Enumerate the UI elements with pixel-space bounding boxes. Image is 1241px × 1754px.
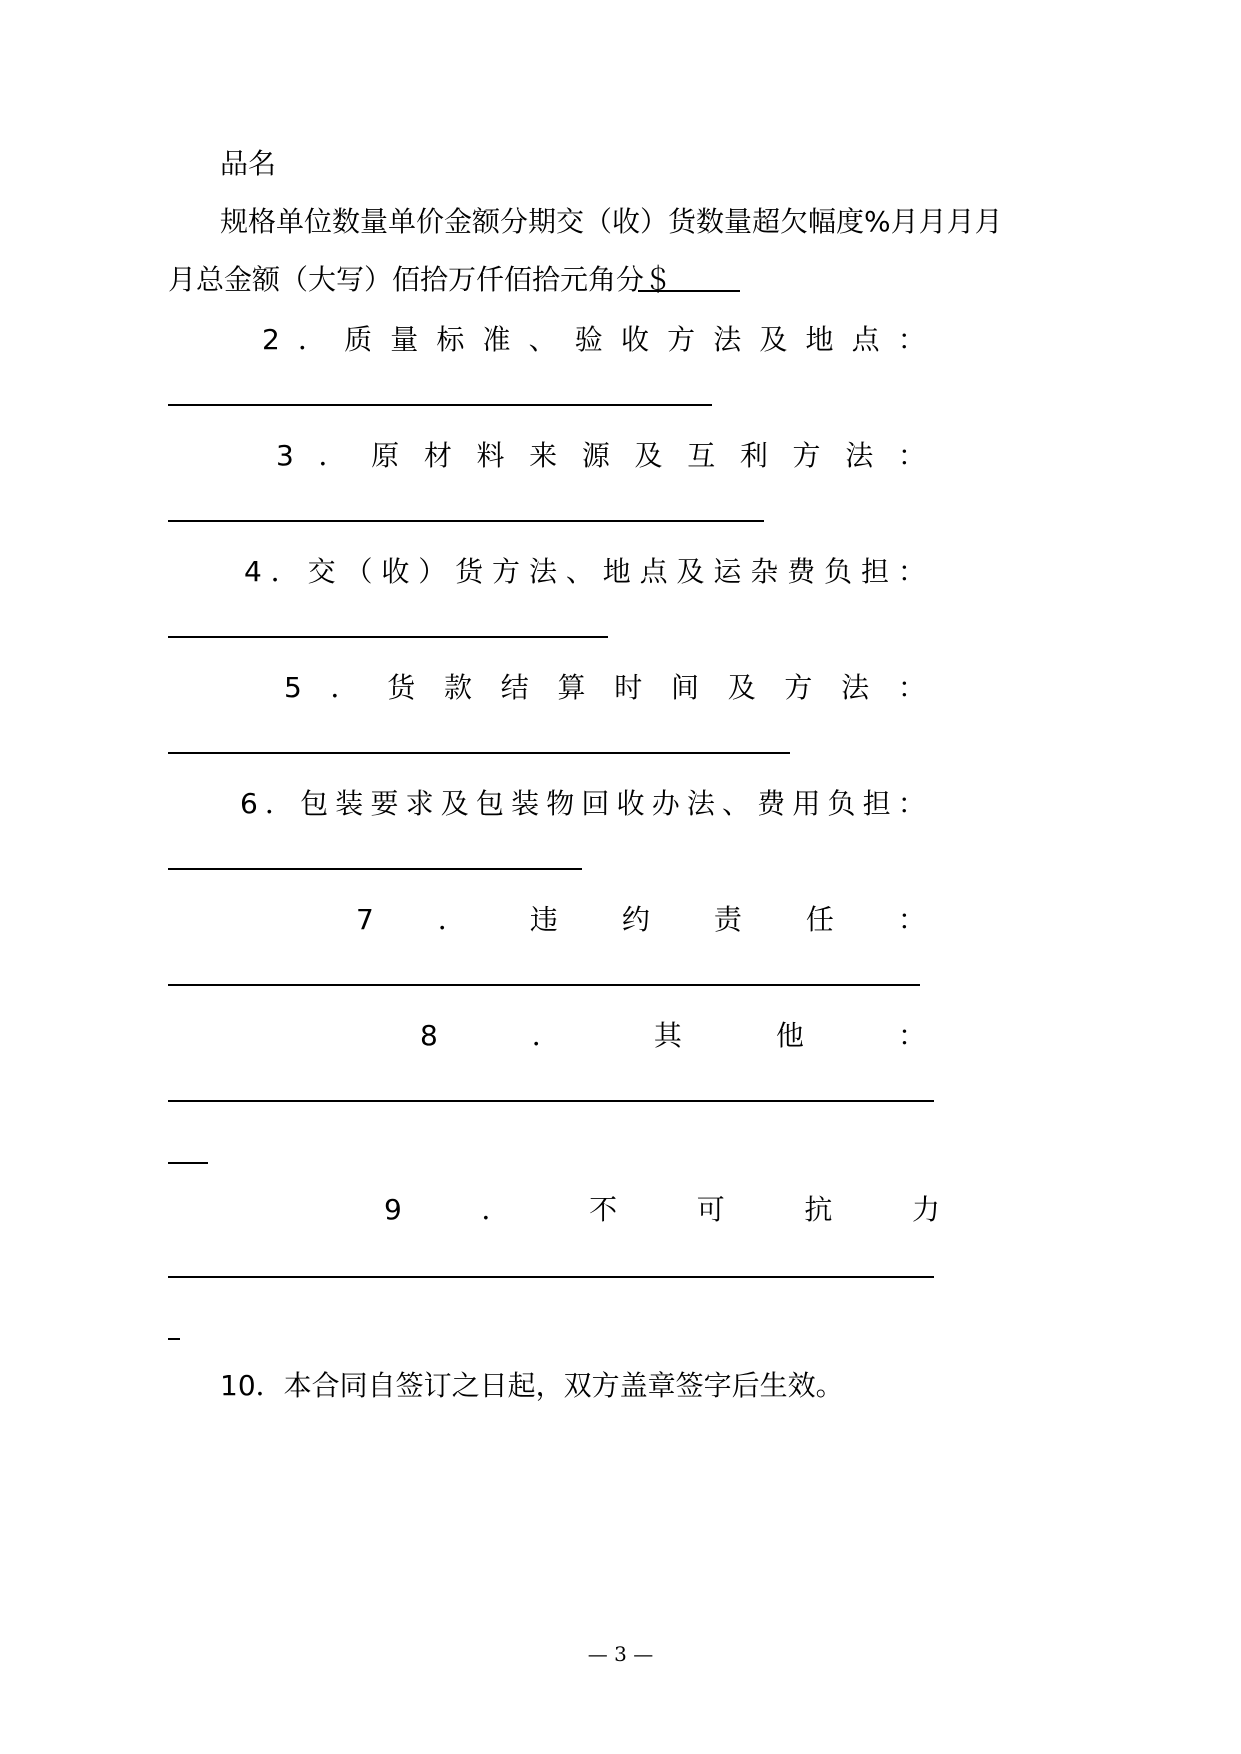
clause-5 [284,671,926,704]
clause-char: 量 [390,323,419,356]
clause-num: 6 [240,787,258,820]
clause-char: 负 [824,555,853,588]
clause-num: 8 [420,1019,438,1052]
clause-char: 及 [634,439,663,472]
clause-char: 要 [370,787,399,820]
clause-char: 责 [713,903,742,936]
spec-line-b-text: 月总金额（大写）佰拾万仟佰拾元角分＄ [168,263,673,296]
clause-colon: ： [897,903,926,936]
clause-char: 抗 [804,1193,833,1226]
clause-num: 9 [384,1193,402,1226]
clause-char: 装 [511,787,540,820]
clause-char: ） [418,555,447,588]
clause-char: 违 [529,903,558,936]
clause-char: 法 [686,787,715,820]
clause-num: 4 [244,555,262,588]
clause-2 [262,323,926,356]
clause-3 [276,439,926,472]
clause-char: 验 [574,323,603,356]
clause-char: 担 [860,555,889,588]
clause-char: 利 [739,439,768,472]
spec-line-b [168,263,673,296]
clause-char: 法 [845,439,874,472]
clause-6-blank [168,868,582,870]
clause-char: 款 [444,671,473,704]
clause-colon: ： [897,787,926,820]
clause-char: 他 [775,1019,804,1052]
clause-char: 用 [792,787,821,820]
clause-colon: ： [897,323,926,356]
clause-char: 收 [616,787,645,820]
clause-char: 材 [423,439,452,472]
clause-char: 及 [727,671,756,704]
clause-char: 准 [482,323,511,356]
clause-char: 包 [475,787,504,820]
clause-char: 质 [344,323,373,356]
clause-char: 、 [722,787,751,820]
clause-char: 结 [500,671,529,704]
clause-char: 及 [676,555,705,588]
clause-char: 力 [911,1193,940,1226]
spec-line-a: 规格单位数量单价金额分期交（收）货数量超欠幅度%月月月月 [220,205,1003,238]
clause-char: 回 [581,787,610,820]
clause-dot: ． [437,903,466,936]
clause-6 [240,787,926,820]
clause-char: 收 [381,555,410,588]
clause-char: 方 [667,323,696,356]
clause-7 [356,903,926,936]
clause-dot: ． [270,555,299,588]
clause-7-blank [168,984,920,986]
clause-num: 3 [276,439,294,472]
clause-char: 料 [476,439,505,472]
clause-char: 、 [528,323,557,356]
clause-char: 点 [851,323,880,356]
clause-dot: ． [481,1193,510,1226]
clause-char: 地 [602,555,631,588]
clause-char: 装 [335,787,364,820]
clause-char: 算 [557,671,586,704]
clause-colon: ： [897,439,926,472]
clause-char: 方 [492,555,521,588]
clause-num: 2 [262,323,280,356]
clause-char: 时 [614,671,643,704]
clause-8 [420,1019,926,1052]
clause-char: 来 [529,439,558,472]
clause-char: 点 [639,555,668,588]
clause-char: 任 [805,903,834,936]
clause-char: 交 [307,555,336,588]
clause-char: 原 [371,439,400,472]
clause-8-blank-a [168,1100,934,1102]
clause-char: 源 [581,439,610,472]
clause-char: 可 [696,1193,725,1226]
clause-num: 7 [356,903,374,936]
clause-3-blank [168,520,764,522]
clause-char: 间 [670,671,699,704]
clause-char: 方 [792,439,821,472]
clause-char: 地 [805,323,834,356]
clause-char: 互 [687,439,716,472]
clause-colon: ： [897,555,926,588]
clause-char: 法 [713,323,742,356]
clause-char: 法 [841,671,870,704]
clause-char: 杂 [750,555,779,588]
page-number: — 3 — [587,1642,654,1666]
clause-4 [244,555,926,588]
clause-char: 及 [440,787,469,820]
clause-char: 费 [757,787,786,820]
clause-10: 10．本合同自签订之日起，双方盖章签字后生效。 [220,1369,844,1402]
clause-char: 法 [528,555,557,588]
clause-char: 负 [827,787,856,820]
clause-char: 物 [546,787,575,820]
clause-char: 担 [862,787,891,820]
clause-char: 货 [387,671,416,704]
clause-colon: ： [897,1019,926,1052]
clause-char: 及 [759,323,788,356]
clause-5-blank [168,752,790,754]
clause-char: 标 [436,323,465,356]
clause-dot: ． [330,671,359,704]
clause-char: 办 [651,787,680,820]
clause-dot: ． [264,787,293,820]
clause-8-blank-b [168,1162,208,1164]
clause-char: （ [344,555,373,588]
clause-char: 收 [620,323,649,356]
clause-char: 约 [621,903,650,936]
clause-2-blank [168,404,712,406]
clause-char: 不 [589,1193,618,1226]
clause-dot: ． [318,439,347,472]
clause-char: 、 [565,555,594,588]
clause-dot: ． [297,323,326,356]
clause-char: 方 [784,671,813,704]
clause-char: 费 [787,555,816,588]
clause-9-blank-b [168,1338,180,1340]
amount-blank [638,290,740,292]
clause-char: 货 [455,555,484,588]
clause-dot: ． [531,1019,560,1052]
clause-4-blank [168,636,608,638]
clause-num: 5 [284,671,302,704]
clause-9 [384,1193,940,1226]
clause-char: 包 [300,787,329,820]
product-name-line: 品名 [220,147,277,180]
clause-colon: ： [897,671,926,704]
clause-9-blank-a [168,1276,934,1278]
clause-char: 其 [653,1019,682,1052]
clause-char: 运 [713,555,742,588]
clause-char: 求 [405,787,434,820]
